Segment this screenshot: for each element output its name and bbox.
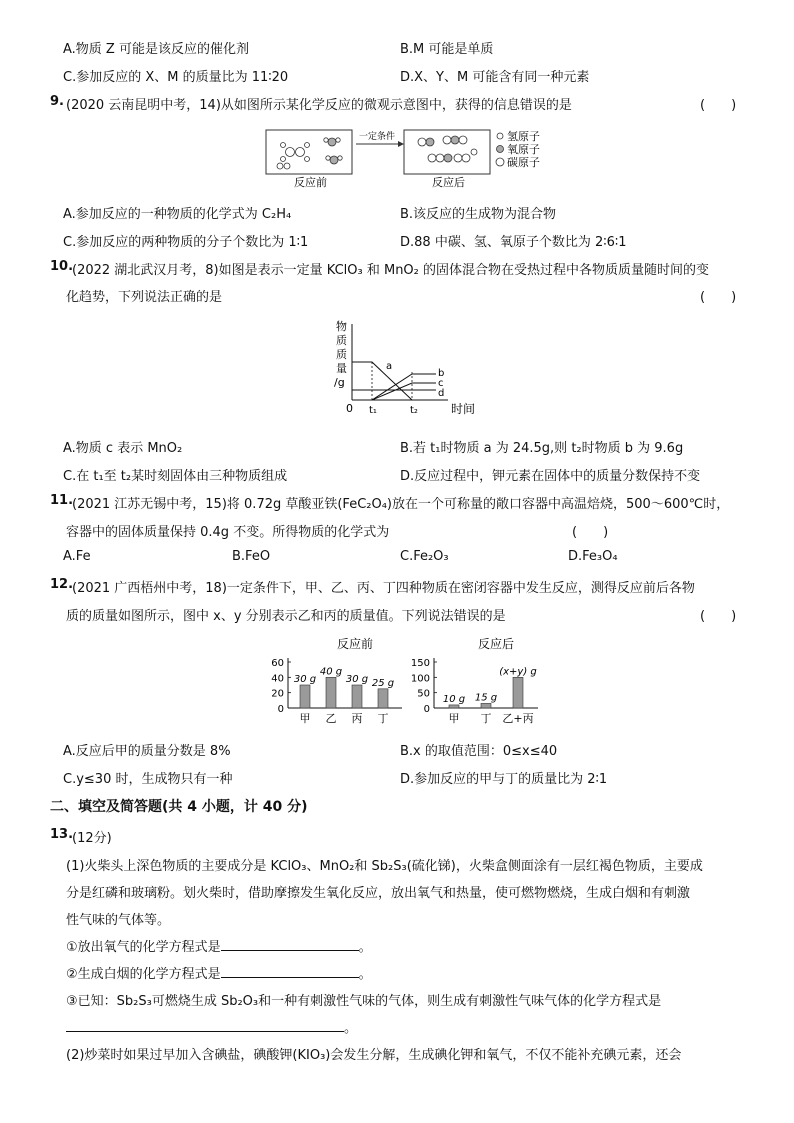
- chart-title: 反应后: [478, 637, 515, 651]
- curve-c: [372, 383, 436, 400]
- t1-label: t₁: [369, 405, 377, 416]
- y-tick-label: 0: [423, 704, 430, 715]
- q13-sub1: [66, 936, 372, 955]
- category-label: 丁: [377, 712, 389, 725]
- q10-mass-time-graph: [330, 318, 490, 422]
- ylabel-char: 质: [336, 348, 347, 361]
- q11-option-c: C.Fe₂O₃: [400, 549, 449, 564]
- bar-value-label: 30 g: [293, 674, 317, 685]
- q10-option-b: B.若 t₁时物质 a 为 24.5g,则 t₂时物质 b 为 9.6g: [400, 441, 684, 456]
- q10-stem-line1: (2022 湖北武汉月考，8)如图是表示一定量 KClO₃ 和 MnO₂ 的固体混合物在受热过程中各物质质量随时间的变: [72, 263, 710, 278]
- q8-option-c: C.参加反应的 X、M 的质量比为 11∶20: [63, 70, 289, 85]
- y-tick-label: 60: [271, 658, 284, 669]
- q13-sub3-answer: [66, 1017, 357, 1036]
- carbon-atom-icon: [496, 158, 504, 166]
- bar-value-label: 25 g: [371, 677, 395, 689]
- y-tick-label: 40: [271, 673, 284, 685]
- category-label: 丁: [480, 712, 492, 725]
- q13-number: 13.: [50, 827, 74, 842]
- curve-b-label: b: [438, 368, 445, 379]
- q10-stem-line2: 化趋势，下列说法正确的是: [66, 290, 223, 305]
- after-label: 反应后: [432, 176, 465, 188]
- legend-oxygen: 氧原子: [507, 143, 540, 156]
- curve-d-label: d: [438, 388, 445, 399]
- chart-after-reaction: [411, 636, 538, 725]
- q9-reaction-diagram: [262, 124, 562, 188]
- q8-option-d: D.X、Y、M 可能含有同一种元素: [400, 70, 590, 85]
- hydrogen-atom-icon: [497, 133, 503, 139]
- q12-number: 12.: [50, 577, 74, 592]
- origin-label: 0: [346, 402, 353, 415]
- answer-blank[interactable]: [221, 938, 359, 951]
- q9-option-a: A.参加反应的一种物质的化学式为 C₂H₄: [63, 207, 292, 222]
- q10-option-d: D.反应过程中，钾元素在固体中的质量分数保持不变: [400, 469, 701, 484]
- q11-stem-line2: 容器中的固体质量保持 0.4g 不变。所得物质的化学式为: [66, 525, 390, 540]
- q12-stem-line1: (2021 广西梧州中考，18)一定条件下，甲、乙、丙、丁四种物质在密闭容器中发生反应，测得反应前后各物: [72, 581, 695, 596]
- answer-blank[interactable]: [221, 965, 359, 978]
- q11-option-a: A.Fe: [63, 549, 91, 564]
- q9-option-b: B.该反应的生成物为混合物: [400, 207, 557, 222]
- ylabel-char: 物: [336, 320, 347, 333]
- bar-value-label: 40 g: [319, 666, 343, 678]
- q12-option-b: B.x 的取值范围：0≤x≤40: [400, 744, 558, 759]
- period: 。: [358, 940, 372, 955]
- ethylene-molecule: [277, 163, 290, 169]
- y-tick-label: 100: [410, 673, 430, 685]
- q11-stem-line1: (2021 江苏无锡中考，15)将 0.72g 草酸亚铁(FeC₂O₄)放在一个可称量的敞口容器中高温焙烧，500～600℃时，: [72, 497, 730, 512]
- q12-option-d: D.参加反应的甲与丁的质量比为 2∶1: [400, 772, 608, 787]
- q9-answer-paren: ( ): [700, 98, 737, 113]
- q11-option-b: B.FeO: [232, 549, 271, 564]
- legend-carbon: 碳原子: [507, 156, 540, 169]
- ylabel-char: 量: [336, 362, 347, 375]
- category-label: 乙: [325, 712, 337, 725]
- bar: [352, 685, 362, 708]
- q13-sub2-text: ②生成白烟的化学方程式是: [66, 967, 221, 982]
- water-molecule: [326, 156, 342, 164]
- bar: [449, 705, 459, 708]
- section-title: 二、填空及简答题(共 4 小题，计 40 分): [50, 799, 308, 815]
- q12-stem-line2: 质的质量如图所示，图中 x、y 分别表示乙和丙的质量值。下列说法错误的是: [66, 609, 506, 624]
- chart-title: 反应前: [337, 637, 374, 651]
- q11-option-d: D.Fe₃O₄: [568, 549, 618, 564]
- bar-value-label: (x+y) g: [499, 666, 537, 678]
- bar: [513, 677, 523, 708]
- q12-answer-paren: ( ): [700, 609, 737, 624]
- oxygen-atom-icon: [497, 146, 504, 153]
- curve-a-label: a: [386, 361, 393, 372]
- legend-hydrogen: 氢原子: [507, 130, 540, 143]
- q13-sub3: ③已知：Sb₂S₃可燃烧生成 Sb₂O₃和一种有刺激性气味的气体，则生成有刺激性气味气体的化学方程式是: [66, 994, 662, 1009]
- q12-option-a: A.反应后甲的质量分数是 8%: [63, 744, 231, 759]
- t2-label: t₂: [410, 405, 418, 416]
- q10-option-c: C.在 t₁至 t₂某时刻固体由三种物质组成: [63, 469, 288, 484]
- q13-paragraph1-line1: (1)火柴头上深色物质的主要成分是 KClO₃、MnO₂和 Sb₂S₃(硫化锑)，火柴盒侧面涂有一层红褐色物质，主要成: [66, 859, 703, 874]
- bar: [481, 703, 491, 708]
- chart-before-reaction: [271, 636, 402, 725]
- period: 。: [344, 1021, 358, 1036]
- q10-answer-paren: ( ): [700, 290, 737, 305]
- bar: [378, 689, 388, 708]
- product-molecules: [418, 136, 477, 162]
- ethylene-molecule: [281, 143, 310, 162]
- q10-number: 10.: [50, 259, 74, 274]
- before-label: 反应前: [294, 176, 327, 188]
- xlabel: 时间: [451, 402, 476, 416]
- category-label: 丙: [351, 712, 363, 725]
- q11-answer-paren: ( ): [572, 525, 609, 540]
- q9-number: 9.: [50, 94, 64, 109]
- q12-option-c: C.y≤30 时，生成物只有一种: [63, 772, 233, 787]
- answer-blank[interactable]: [66, 1019, 344, 1032]
- q13-paragraph1-line3: 性气味的气体等。: [66, 913, 171, 928]
- bar: [326, 677, 336, 708]
- ylabel-char: 质: [336, 334, 347, 347]
- water-molecule: [324, 138, 340, 146]
- y-tick-label: 150: [410, 658, 430, 669]
- q9-option-c: C.参加反应的两种物质的分子个数比为 1∶1: [63, 235, 309, 250]
- bar: [300, 685, 310, 708]
- category-label: 甲: [299, 712, 311, 725]
- bar-value-label: 10 g: [442, 693, 466, 705]
- q8-option-b: B.M 可能是单质: [400, 42, 494, 57]
- q13-sub1-text: ①放出氧气的化学方程式是: [66, 940, 221, 955]
- condition-label: 一定条件: [359, 132, 396, 142]
- q10-option-a: A.物质 c 表示 MnO₂: [63, 441, 183, 456]
- q13-paragraph2: (2)炒菜时如果过早加入含碘盐，碘酸钾(KIO₃)会发生分解，生成碘化钾和氧气，不仅不能补充碘元素，还会: [66, 1048, 682, 1063]
- curve-a: [352, 362, 412, 400]
- y-tick-label: 20: [271, 688, 284, 700]
- bar-value-label: 30 g: [345, 674, 369, 685]
- y-tick-label: 0: [277, 704, 284, 715]
- q11-number: 11.: [50, 493, 74, 508]
- category-label: 乙+丙: [502, 712, 534, 725]
- curve-c-label: c: [438, 378, 444, 389]
- period: 。: [358, 967, 372, 982]
- category-label: 甲: [448, 712, 460, 725]
- q8-option-a: A.物质 Z 可能是该反应的催化剂: [63, 42, 249, 57]
- q13-score: (12分): [72, 831, 112, 846]
- y-tick-label: 50: [417, 688, 430, 700]
- ylabel-char: /g: [334, 376, 345, 389]
- bar-value-label: 15 g: [474, 692, 498, 704]
- q9-stem: (2020 云南昆明中考，14)从如图所示某化学反应的微观示意图中，获得的信息错误的是: [66, 98, 572, 113]
- q12-bar-charts: [268, 636, 548, 728]
- q9-option-d: D.88 中碳、氢、氧原子个数比为 2∶6∶1: [400, 235, 627, 250]
- q13-sub2: [66, 963, 372, 982]
- q13-paragraph1-line2: 分是红磷和玻璃粉。划火柴时，借助摩擦发生氧化反应，放出氧气和热量，使可燃物燃烧，生成白烟和有刺激: [66, 886, 691, 901]
